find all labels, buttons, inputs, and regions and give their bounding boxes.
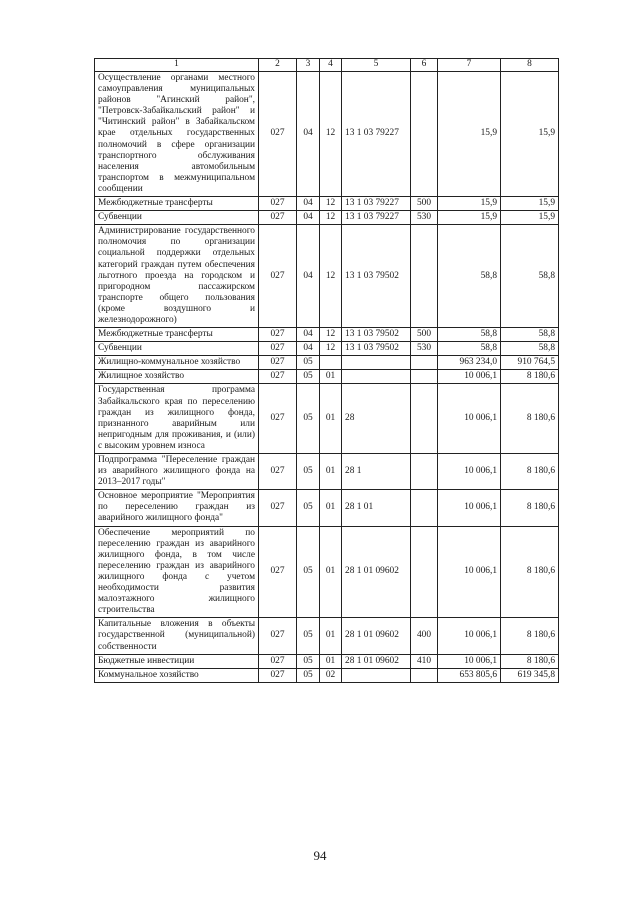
- cell-amount-1: 10 006,1: [438, 618, 501, 654]
- row-name: Бюджетные инвестиции: [95, 654, 259, 668]
- cell-amount-1: 10 006,1: [438, 654, 501, 668]
- cell-subsection: 01: [320, 454, 342, 490]
- cell-amount-2: 15,9: [501, 197, 559, 211]
- cell-amount-2: 15,9: [501, 211, 559, 225]
- cell-ministry: 027: [259, 526, 297, 618]
- cell-expense-type: 530: [411, 211, 438, 225]
- table-row: [95, 328, 559, 342]
- row-name: Жилищно-коммунальное хозяйство: [95, 356, 259, 370]
- row-name: Осуществление органами местного самоуправления муниципальных районов "Агинский район", "Петровск-Забайкальский район" и "Читинский район" в Забайкальском крае отдельных государственных полномочий в сфере организации транспортного обслуживания населения автомобильным транспортом в межмуниципальном сообщении: [95, 72, 259, 197]
- cell-subsection: 01: [320, 654, 342, 668]
- cell-target-article: 13 1 03 79227: [342, 211, 411, 225]
- cell-expense-type: 530: [411, 342, 438, 356]
- cell-expense-type: 500: [411, 328, 438, 342]
- cell-amount-1: 653 805,6: [438, 668, 501, 682]
- table-row: [95, 197, 559, 211]
- cell-section: 05: [297, 654, 320, 668]
- cell-target-article: 13 1 03 79502: [342, 328, 411, 342]
- cell-amount-1: 10 006,1: [438, 526, 501, 618]
- cell-amount-1: 10 006,1: [438, 384, 501, 454]
- cell-amount-2: 8 180,6: [501, 454, 559, 490]
- table-row: [95, 654, 559, 668]
- cell-target-article: [342, 356, 411, 370]
- cell-amount-2: 8 180,6: [501, 490, 559, 526]
- row-name: Субвенции: [95, 211, 259, 225]
- cell-amount-2: 58,8: [501, 328, 559, 342]
- cell-expense-type: [411, 356, 438, 370]
- cell-expense-type: 500: [411, 197, 438, 211]
- table-row: [95, 370, 559, 384]
- table-row: [95, 490, 559, 526]
- row-name: Капитальные вложения в объекты государственной (муниципальной) собственности: [95, 618, 259, 654]
- cell-expense-type: 400: [411, 618, 438, 654]
- cell-amount-1: 10 006,1: [438, 454, 501, 490]
- cell-expense-type: [411, 454, 438, 490]
- budget-table: [94, 58, 559, 683]
- cell-amount-2: 58,8: [501, 342, 559, 356]
- cell-section: 04: [297, 197, 320, 211]
- table-row: [95, 356, 559, 370]
- col-header: 8: [501, 59, 559, 72]
- cell-target-article: 13 1 03 79502: [342, 342, 411, 356]
- cell-amount-1: 10 006,1: [438, 490, 501, 526]
- row-name: Обеспечение мероприятий по переселению граждан из аварийного жилищного фонда, в том числе переселению граждан из аварийного жилищного фонда с учетом необходимости развития малоэтажного жилищного строительства: [95, 526, 259, 618]
- table-row: [95, 618, 559, 654]
- row-name: Межбюджетные трансферты: [95, 197, 259, 211]
- col-header: 1: [95, 59, 259, 72]
- cell-subsection: 12: [320, 72, 342, 197]
- cell-subsection: 01: [320, 618, 342, 654]
- row-name: Основное мероприятие "Мероприятия по переселению граждан из аварийного жилищного фонда": [95, 490, 259, 526]
- cell-ministry: 027: [259, 384, 297, 454]
- table-row: [95, 225, 559, 328]
- cell-ministry: 027: [259, 211, 297, 225]
- cell-target-article: 28 1 01: [342, 490, 411, 526]
- cell-section: 04: [297, 342, 320, 356]
- cell-amount-1: 58,8: [438, 225, 501, 328]
- col-header: 3: [297, 59, 320, 72]
- cell-target-article: 28: [342, 384, 411, 454]
- row-name: Межбюджетные трансферты: [95, 328, 259, 342]
- row-name: Коммунальное хозяйство: [95, 668, 259, 682]
- table-row: [95, 384, 559, 454]
- cell-ministry: 027: [259, 618, 297, 654]
- cell-target-article: 28 1 01 09602: [342, 618, 411, 654]
- table-row: [95, 526, 559, 618]
- cell-amount-1: 15,9: [438, 197, 501, 211]
- cell-ministry: 027: [259, 328, 297, 342]
- cell-subsection: 01: [320, 384, 342, 454]
- col-header: 2: [259, 59, 297, 72]
- cell-section: 05: [297, 370, 320, 384]
- cell-ministry: 027: [259, 370, 297, 384]
- cell-subsection: 12: [320, 197, 342, 211]
- col-header: 5: [342, 59, 411, 72]
- table-row: [95, 668, 559, 682]
- cell-subsection: 01: [320, 370, 342, 384]
- cell-subsection: 02: [320, 668, 342, 682]
- cell-section: 05: [297, 668, 320, 682]
- col-header: 7: [438, 59, 501, 72]
- cell-expense-type: [411, 490, 438, 526]
- cell-subsection: 01: [320, 490, 342, 526]
- row-name: Администрирование государственного полномочия по организации социальной поддержки отдельных категорий граждан путем обеспечения льготного проезда на городском и пригородном пассажирском транспорте общего пользования (кроме воздушного и железнодорожного): [95, 225, 259, 328]
- cell-section: 04: [297, 72, 320, 197]
- cell-expense-type: [411, 72, 438, 197]
- cell-amount-2: 8 180,6: [501, 618, 559, 654]
- cell-amount-1: 58,8: [438, 328, 501, 342]
- cell-amount-2: 619 345,8: [501, 668, 559, 682]
- cell-amount-2: 8 180,6: [501, 384, 559, 454]
- col-header: 4: [320, 59, 342, 72]
- cell-target-article: 13 1 03 79227: [342, 72, 411, 197]
- cell-ministry: 027: [259, 654, 297, 668]
- cell-expense-type: [411, 370, 438, 384]
- cell-amount-1: 963 234,0: [438, 356, 501, 370]
- col-header: 6: [411, 59, 438, 72]
- table-row: [95, 72, 559, 197]
- cell-target-article: 28 1 01 09602: [342, 526, 411, 618]
- cell-amount-2: 8 180,6: [501, 654, 559, 668]
- cell-section: 04: [297, 211, 320, 225]
- cell-ministry: 027: [259, 342, 297, 356]
- row-name: Жилищное хозяйство: [95, 370, 259, 384]
- cell-subsection: 12: [320, 328, 342, 342]
- cell-ministry: 027: [259, 668, 297, 682]
- cell-ministry: 027: [259, 490, 297, 526]
- cell-section: 05: [297, 384, 320, 454]
- cell-subsection: 12: [320, 211, 342, 225]
- cell-ministry: 027: [259, 225, 297, 328]
- cell-subsection: 12: [320, 342, 342, 356]
- cell-subsection: 12: [320, 225, 342, 328]
- cell-target-article: [342, 668, 411, 682]
- cell-amount-1: 58,8: [438, 342, 501, 356]
- cell-ministry: 027: [259, 72, 297, 197]
- cell-target-article: 13 1 03 79502: [342, 225, 411, 328]
- cell-amount-2: 8 180,6: [501, 526, 559, 618]
- table-row: [95, 211, 559, 225]
- cell-expense-type: [411, 225, 438, 328]
- cell-ministry: 027: [259, 197, 297, 211]
- cell-section: 04: [297, 225, 320, 328]
- cell-amount-1: 15,9: [438, 72, 501, 197]
- cell-section: 05: [297, 526, 320, 618]
- cell-target-article: 28 1: [342, 454, 411, 490]
- cell-amount-2: 15,9: [501, 72, 559, 197]
- cell-amount-2: 58,8: [501, 225, 559, 328]
- cell-expense-type: [411, 526, 438, 618]
- row-name: Подпрограмма "Переселение граждан из аварийного жилищного фонда на 2013–2017 годы": [95, 454, 259, 490]
- cell-section: 05: [297, 454, 320, 490]
- cell-amount-1: 10 006,1: [438, 370, 501, 384]
- cell-ministry: 027: [259, 454, 297, 490]
- cell-section: 04: [297, 328, 320, 342]
- cell-subsection: 01: [320, 526, 342, 618]
- cell-section: 05: [297, 618, 320, 654]
- cell-section: 05: [297, 490, 320, 526]
- table-header-row: [95, 59, 559, 72]
- row-name: Государственная программа Забайкальского края по переселению граждан из жилищного фонда, признанного аварийным или непригодным для проживания, и (или) с высоким уровнем износа: [95, 384, 259, 454]
- cell-amount-1: 15,9: [438, 211, 501, 225]
- cell-amount-2: 8 180,6: [501, 370, 559, 384]
- cell-target-article: 13 1 03 79227: [342, 197, 411, 211]
- table-row: [95, 454, 559, 490]
- cell-section: 05: [297, 356, 320, 370]
- cell-subsection: [320, 356, 342, 370]
- row-name: Субвенции: [95, 342, 259, 356]
- cell-ministry: 027: [259, 356, 297, 370]
- cell-target-article: [342, 370, 411, 384]
- cell-target-article: 28 1 01 09602: [342, 654, 411, 668]
- cell-expense-type: [411, 384, 438, 454]
- table-row: [95, 342, 559, 356]
- page-number: 94: [313, 848, 327, 863]
- cell-amount-2: 910 764,5: [501, 356, 559, 370]
- cell-expense-type: 410: [411, 654, 438, 668]
- cell-expense-type: [411, 668, 438, 682]
